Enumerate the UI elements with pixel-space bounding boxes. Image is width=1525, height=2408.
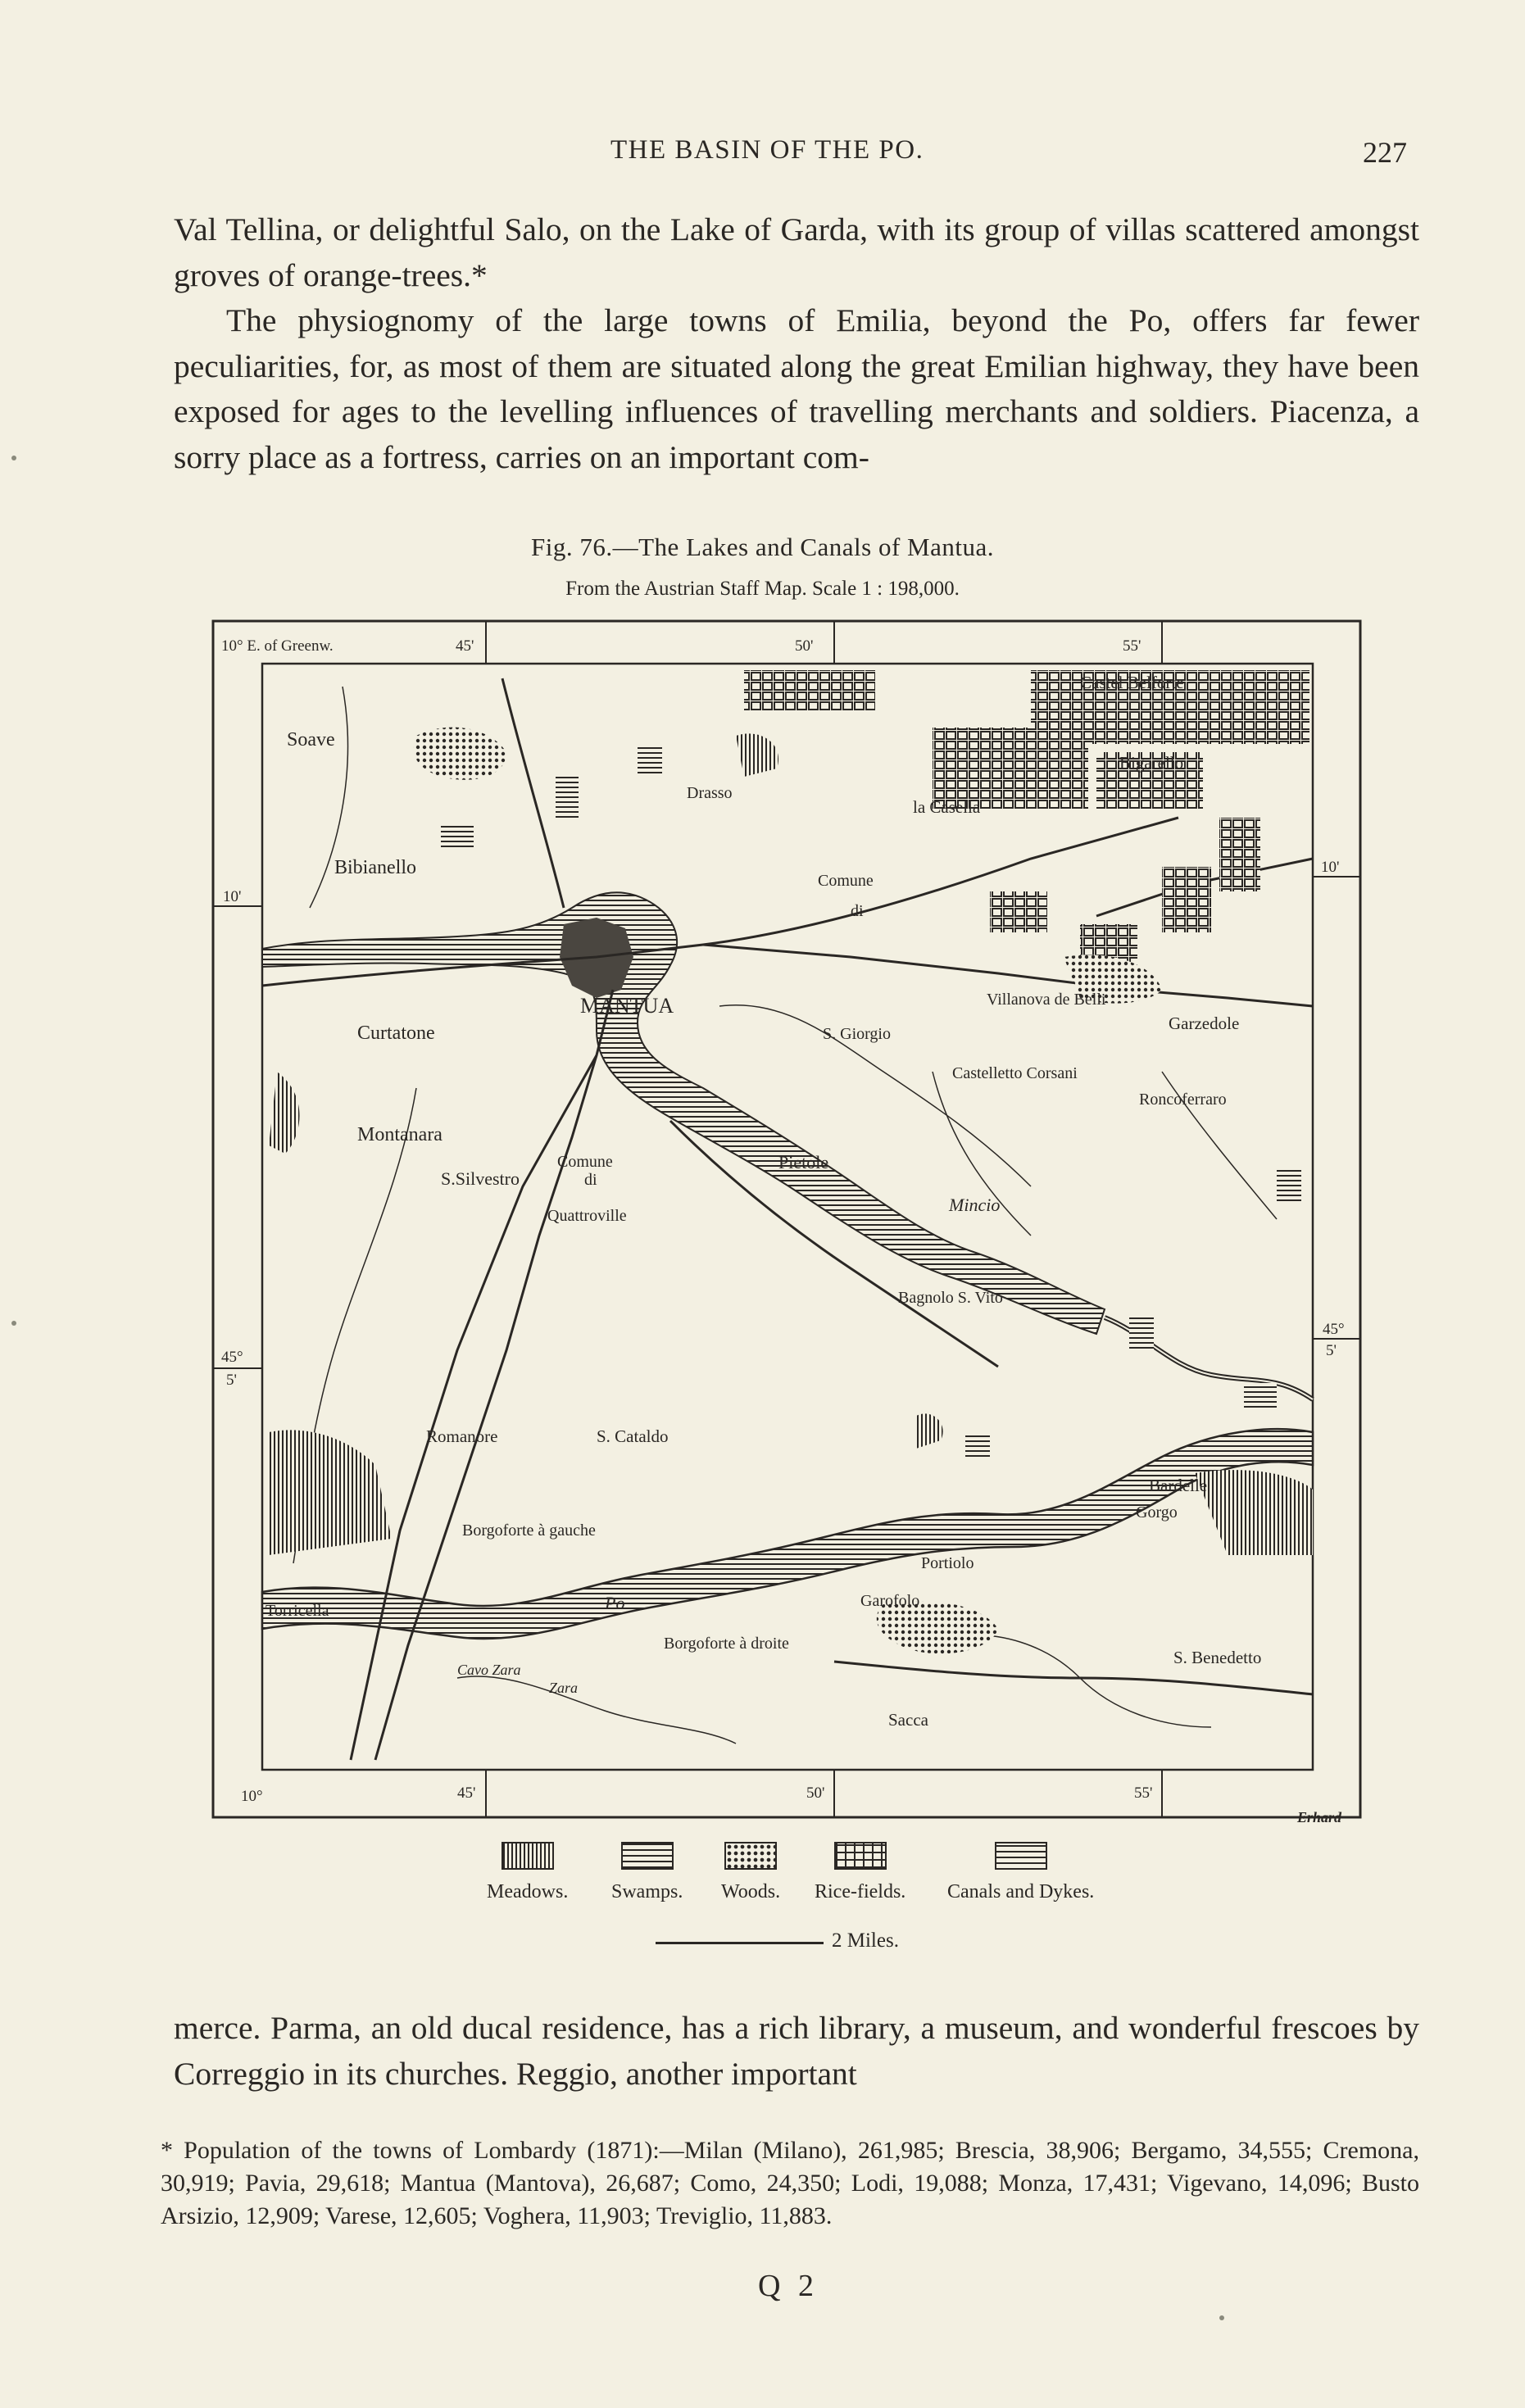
place-label: Bardelle <box>1149 1476 1208 1495</box>
place-label: Comune <box>557 1153 613 1171</box>
degree-label: 10' <box>1321 859 1340 876</box>
degree-label: 45° <box>221 1349 243 1366</box>
figure-caption: Fig. 76.—The Lakes and Canals of Mantua. <box>531 533 994 561</box>
degree-label: 55' <box>1134 1784 1153 1802</box>
rice-field <box>1219 818 1260 891</box>
place-label: Borgoforte à droite <box>664 1635 789 1653</box>
place-label: Torricella <box>266 1602 329 1620</box>
degree-label: 10° E. of Greenw. <box>221 637 334 655</box>
place-label: Bigarello <box>1119 753 1184 773</box>
place-label: S. Giorgio <box>823 1025 891 1043</box>
legend-item-rice <box>815 1842 905 1903</box>
margin-speck <box>11 1321 16 1326</box>
wood <box>413 728 506 780</box>
place-label: Castel Belforte <box>1080 673 1184 692</box>
rice-fields-swatch <box>834 1842 887 1870</box>
body-text-bottom <box>174 2006 1419 2097</box>
paragraph: Val Tellina, or delightful Salo, on the Lake of Garda, with its group of villas scattered amongst groves of orange-trees.* <box>174 211 1419 293</box>
place-label: Zara <box>549 1680 579 1696</box>
place-label: Cavo Zara <box>457 1662 521 1678</box>
place-label: Mincio <box>949 1195 1001 1215</box>
paragraph: merce. Parma, an old ducal residence, has a rich library, a museum, and wonderful frescoes by Correggio in its churches. Reggio, another important <box>174 2010 1419 2092</box>
body-text-top <box>174 207 1419 480</box>
meadow <box>269 1072 300 1154</box>
canals-swatch <box>995 1842 1047 1870</box>
degree-label: 50' <box>795 637 814 655</box>
place-label: Roncoferraro <box>1139 1091 1227 1109</box>
engraver-credit: Erhard <box>1297 1809 1342 1825</box>
legend-label: Canals and Dykes. <box>947 1881 1095 1902</box>
swamps-swatch <box>621 1842 674 1870</box>
meadow <box>736 733 778 777</box>
place-label: S.Silvestro <box>441 1168 520 1189</box>
degree-label: 45° <box>1323 1321 1345 1338</box>
degree-label: 10° <box>241 1788 263 1805</box>
place-label: la Casella <box>913 797 981 817</box>
rice-field <box>744 670 875 711</box>
signature-mark: Q 2 <box>758 2269 819 2303</box>
meadow <box>1195 1470 1313 1555</box>
place-label: Bibianello <box>334 857 416 878</box>
legend-label: Swamps. <box>611 1881 683 1902</box>
meadow <box>916 1413 943 1449</box>
degree-label: 55' <box>1123 637 1141 655</box>
place-label: Montanara <box>357 1124 443 1145</box>
place-label: Castelletto Corsani <box>952 1064 1078 1082</box>
degree-label: 45' <box>456 637 474 655</box>
legend-label: Meadows. <box>487 1881 569 1902</box>
meadow <box>269 1430 392 1555</box>
place-label: di <box>851 902 864 920</box>
legend-item-swamps <box>611 1842 683 1903</box>
place-label: S. Benedetto <box>1173 1648 1262 1667</box>
legend-label: Woods. <box>721 1881 781 1902</box>
degree-label: 5' <box>1326 1342 1337 1359</box>
legend-item-meadows <box>487 1842 568 1903</box>
place-label: Pietole <box>778 1152 829 1172</box>
place-label: Comune <box>818 872 874 890</box>
running-head <box>0 135 1525 176</box>
degree-label: 10' <box>223 888 242 905</box>
road <box>502 678 564 908</box>
place-label: Po <box>605 1593 625 1613</box>
meadows-swatch <box>502 1842 554 1870</box>
place-label: Quattroville <box>547 1207 627 1225</box>
degree-label: 45' <box>457 1784 476 1802</box>
figure-source: From the Austrian Staff Map. Scale 1 : 198,000. <box>565 578 960 600</box>
scale-line <box>656 1942 824 1944</box>
place-label: S. Cataldo <box>597 1426 669 1446</box>
place-label: Borgoforte à gauche <box>462 1521 596 1540</box>
place-label: Soave <box>287 729 335 751</box>
paragraph: The physiognomy of the large towns of Emilia, beyond the Po, offers far fewer peculiarities, for, as most of them are situated along the great Emilian highway, they have been exposed for ages to the levelling influences of travelling merchants and soldiers. Piacenza, a sorry place as a fortress, carries on an important com- <box>174 302 1419 475</box>
road <box>375 990 613 1760</box>
place-label: Sacca <box>888 1710 928 1730</box>
place-label: MANTUA <box>580 994 674 1018</box>
scale-label: 2 Miles. <box>832 1930 899 1952</box>
legend-item-canals <box>947 1842 1094 1903</box>
place-label: Garofolo <box>860 1592 920 1610</box>
footnote: * Population of the towns of Lombardy (1871):—Milan (Milano), 261,985; Brescia, 38,906; Bergamo, 34,555; Cremona, 30,919; Pavia, 29,618; Mantua (Mantova), 26,687; Como, 24,350; Lodi, 19,088; Monza, 17,431; Vigevano, 14,096; Busto Arsizio, 12,909; Varese, 12,605; Voghera, 11,903; Treviglio, 11,883. <box>161 2137 1419 2229</box>
place-label: Curtatone <box>357 1023 435 1044</box>
degree-label: 5' <box>226 1372 237 1389</box>
place-label: Romanore <box>426 1426 498 1446</box>
place-label: Drasso <box>687 784 733 802</box>
rice-field <box>990 891 1047 932</box>
page-number: 227 <box>1363 136 1407 169</box>
legend-label: Rice-fields. <box>815 1881 906 1902</box>
map-legend <box>0 1842 1525 1940</box>
lake-mincio <box>262 892 1105 1334</box>
place-label: Villanova de Belli <box>987 991 1106 1009</box>
degree-label: 50' <box>806 1784 825 1802</box>
place-label: Gorgo <box>1136 1503 1178 1521</box>
rice-field <box>1162 867 1211 932</box>
place-label: di <box>584 1171 597 1189</box>
legend-item-woods <box>721 1842 780 1903</box>
margin-speck <box>11 456 16 460</box>
margin-speck <box>1219 2315 1224 2320</box>
place-label: Bagnolo S. Vito <box>898 1289 1003 1307</box>
place-label: Garzedole <box>1169 1014 1240 1033</box>
place-label: Portiolo <box>921 1554 974 1572</box>
map-figure <box>211 613 1364 1821</box>
woods-swatch <box>724 1842 777 1870</box>
running-title: THE BASIN OF THE PO. <box>610 135 924 165</box>
